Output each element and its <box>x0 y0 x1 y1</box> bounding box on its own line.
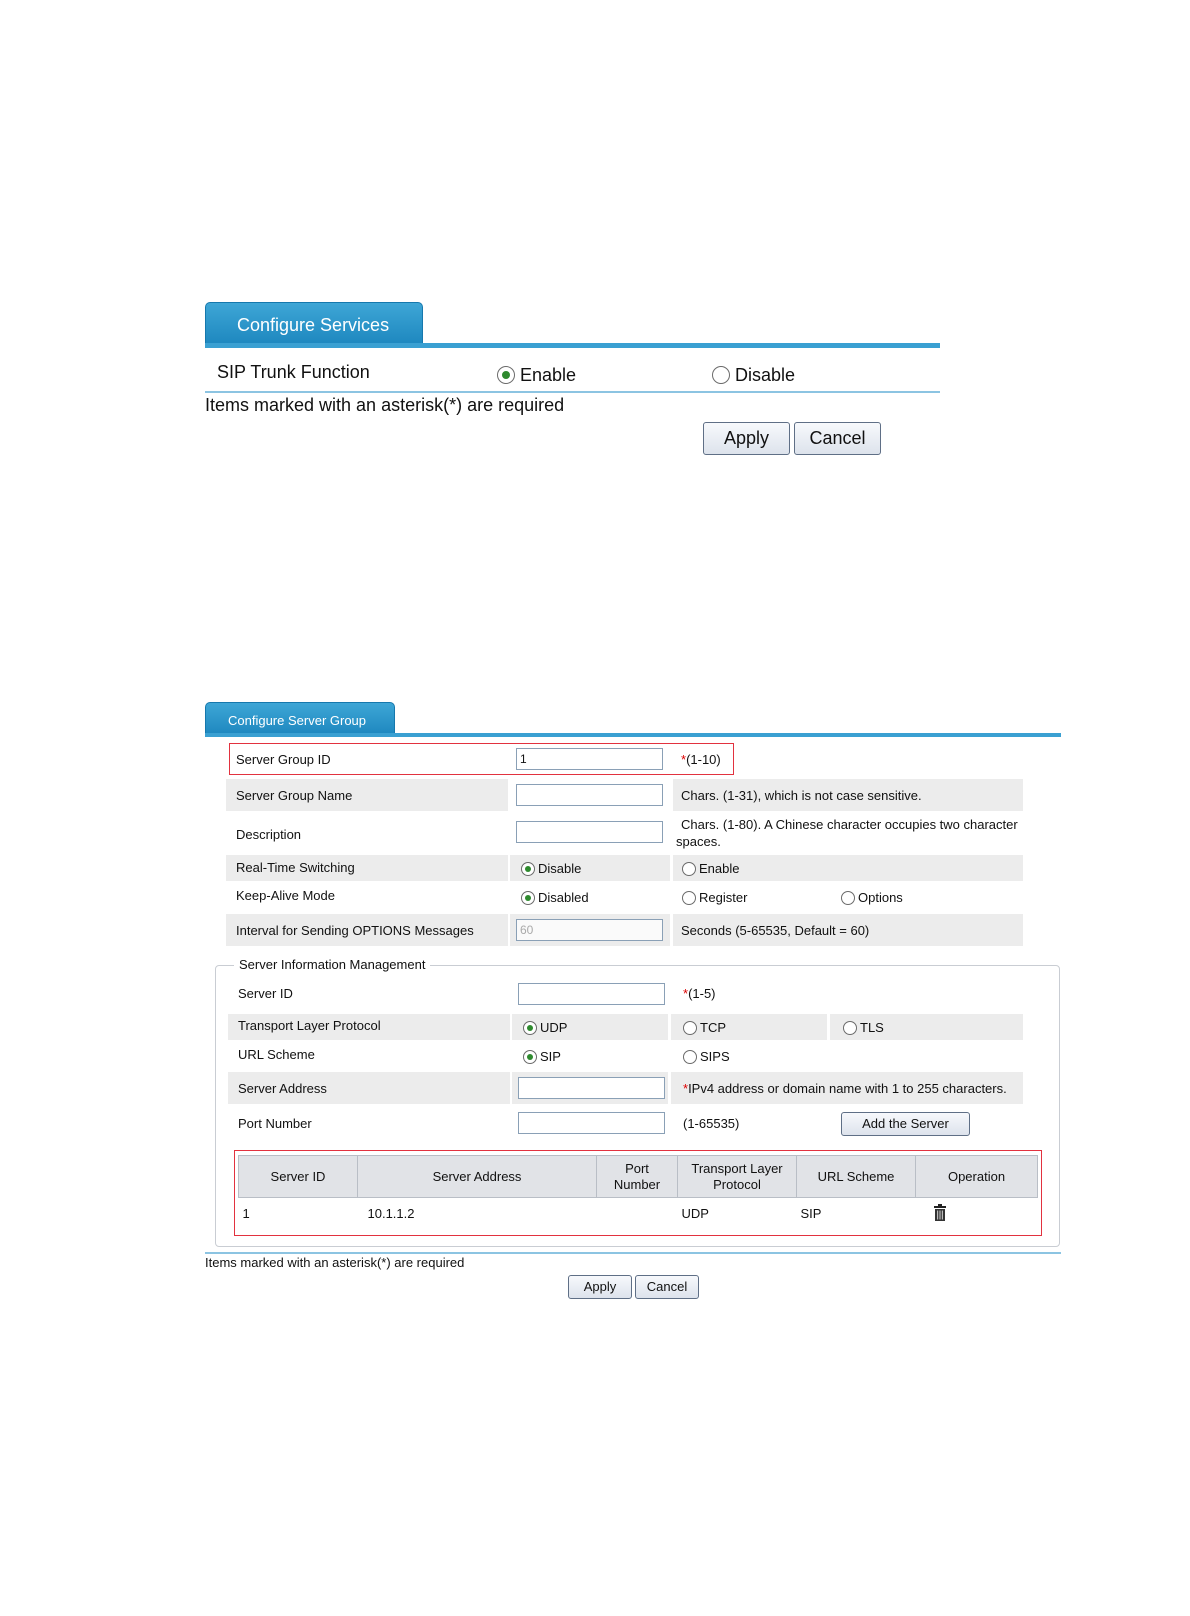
transport-udp-option[interactable]: UDP <box>523 1019 567 1035</box>
cell-operation <box>916 1198 1038 1230</box>
col-server-id[interactable]: Server ID <box>239 1156 358 1198</box>
port-number-label: Port Number <box>238 1116 312 1131</box>
port-number-hint: (1-65535) <box>683 1116 740 1131</box>
server-info-legend: Server Information Management <box>234 957 430 972</box>
realtime-switching-row <box>226 855 1023 881</box>
keepalive-register-option[interactable]: Register <box>682 889 747 905</box>
options-interval-input[interactable] <box>516 919 663 941</box>
description-label: Description <box>236 827 302 842</box>
server-group-name-label: Server Group Name <box>236 788 353 803</box>
apply-button[interactable]: Apply <box>568 1275 632 1299</box>
sip-trunk-enable-option[interactable]: Enable <box>497 364 576 386</box>
keepalive-mode-label: Keep-Alive Mode <box>236 888 335 903</box>
divider <box>205 1252 1061 1254</box>
highlight-box <box>229 743 734 775</box>
realtime-switching-label: Real-Time Switching <box>236 860 355 875</box>
keepalive-options-radio[interactable] <box>841 891 855 905</box>
server-id-label: Server ID <box>238 986 293 1001</box>
cell-server-address: 10.1.1.2 <box>358 1198 597 1230</box>
cell-port <box>597 1198 678 1230</box>
configure-server-group-tab[interactable]: Configure Server Group <box>205 702 395 736</box>
keepalive-disabled-radio[interactable] <box>521 891 535 905</box>
add-server-button[interactable]: Add the Server <box>841 1112 970 1136</box>
table-header-row <box>239 1156 1038 1198</box>
realtime-disable-option[interactable]: Disable <box>521 860 581 876</box>
table-row <box>239 1198 1038 1230</box>
options-interval-label: Interval for Sending OPTIONS Messages <box>236 923 474 938</box>
col-port-number[interactable]: Port Number <box>597 1156 678 1198</box>
url-sip-option[interactable]: SIP <box>523 1048 561 1064</box>
divider <box>205 391 940 393</box>
tab-divider <box>205 733 1061 737</box>
transport-row <box>228 1014 1023 1040</box>
cell-url-scheme: SIP <box>797 1198 916 1230</box>
url-sips-option[interactable]: SIPS <box>683 1048 730 1064</box>
col-transport-protocol[interactable]: Transport Layer Protocol <box>678 1156 797 1198</box>
description-input[interactable] <box>516 821 663 843</box>
transport-tls-radio[interactable] <box>843 1021 857 1035</box>
server-group-name-input[interactable] <box>516 784 663 806</box>
server-id-row <box>228 980 1023 1010</box>
col-url-scheme[interactable]: URL Scheme <box>797 1156 916 1198</box>
transport-label: Transport Layer Protocol <box>238 1018 381 1033</box>
server-table <box>238 1155 1038 1229</box>
description-hint-cont: spaces. <box>676 834 721 849</box>
description-row <box>226 815 1023 853</box>
keepalive-mode-row <box>226 884 1023 910</box>
configure-services-tab[interactable]: Configure Services <box>205 302 423 346</box>
cancel-button[interactable]: Cancel <box>635 1275 699 1299</box>
transport-tcp-radio[interactable] <box>683 1021 697 1035</box>
server-id-input[interactable] <box>518 983 665 1005</box>
keepalive-disabled-option[interactable]: Disabled <box>521 889 589 905</box>
keepalive-options-option[interactable]: Options <box>841 889 903 905</box>
url-sip-radio[interactable] <box>523 1050 537 1064</box>
server-group-id-hint: *(1-10) <box>681 752 721 767</box>
description-hint: Chars. (1-80). A Chinese character occupies two character <box>681 817 1018 832</box>
trash-icon[interactable] <box>934 1204 946 1224</box>
cell-transport: UDP <box>678 1198 797 1230</box>
options-interval-hint: Seconds (5-65535, Default = 60) <box>681 923 870 938</box>
options-interval-row <box>226 914 1023 946</box>
server-address-hint: *IPv4 address or domain name with 1 to 255 characters. <box>683 1081 1007 1096</box>
cancel-button[interactable]: Cancel <box>794 422 881 455</box>
col-server-address[interactable]: Server Address <box>358 1156 597 1198</box>
required-note: Items marked with an asterisk(*) are required <box>205 395 565 415</box>
realtime-enable-radio[interactable] <box>682 862 696 876</box>
sip-trunk-disable-option[interactable]: Disable <box>712 364 795 386</box>
apply-button[interactable]: Apply <box>703 422 790 455</box>
url-scheme-label: URL Scheme <box>238 1047 315 1062</box>
realtime-enable-option[interactable]: Enable <box>682 860 739 876</box>
cell-server-id: 1 <box>239 1198 358 1230</box>
realtime-disable-radio[interactable] <box>521 862 535 876</box>
tab-divider <box>205 343 940 348</box>
transport-udp-radio[interactable] <box>523 1021 537 1035</box>
port-number-input[interactable] <box>518 1112 665 1134</box>
server-group-id-label: Server Group ID <box>236 752 331 767</box>
sip-trunk-label: SIP Trunk Function <box>217 362 370 382</box>
transport-tls-option[interactable]: TLS <box>843 1019 884 1035</box>
keepalive-register-radio[interactable] <box>682 891 696 905</box>
server-address-label: Server Address <box>238 1081 327 1096</box>
url-sips-radio[interactable] <box>683 1050 697 1064</box>
enable-radio[interactable] <box>497 366 515 384</box>
disable-radio[interactable] <box>712 366 730 384</box>
required-note: Items marked with an asterisk(*) are required <box>205 1255 465 1270</box>
server-address-input[interactable] <box>518 1077 665 1099</box>
server-id-hint: *(1-5) <box>683 986 716 1001</box>
server-address-row <box>228 1072 1023 1104</box>
col-operation: Operation <box>916 1156 1038 1198</box>
server-group-name-hint: Chars. (1-31), which is not case sensitive. <box>681 788 922 803</box>
server-group-name-row <box>226 779 1023 811</box>
url-scheme-row <box>228 1043 1023 1069</box>
transport-tcp-option[interactable]: TCP <box>683 1019 726 1035</box>
